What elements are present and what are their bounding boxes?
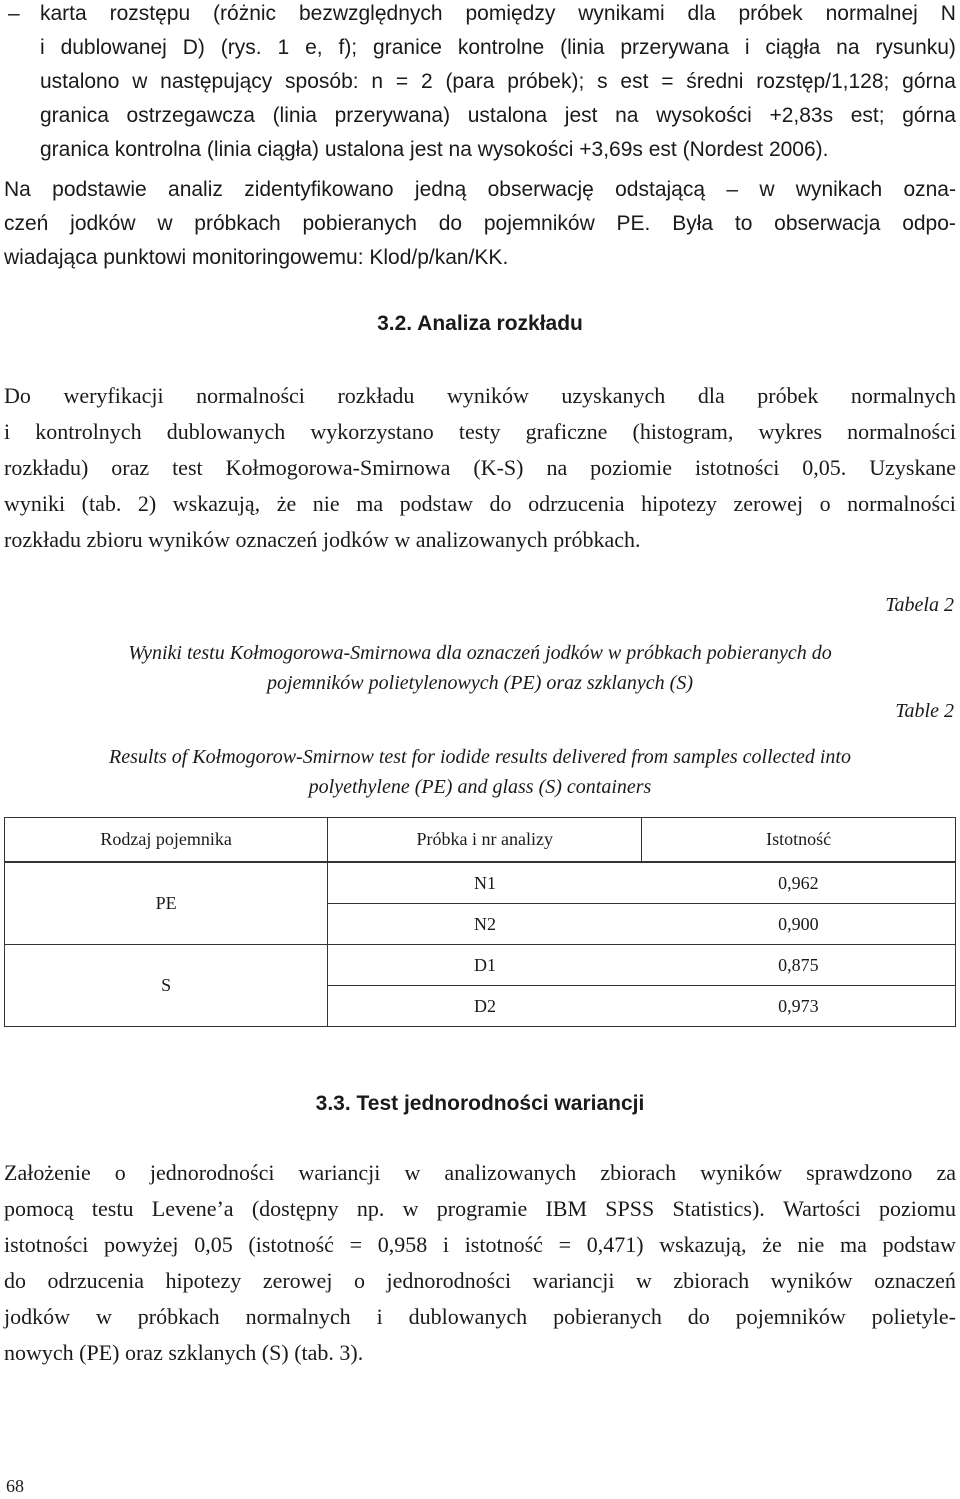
section-heading-3-2: 3.2. Analiza rozkładu: [377, 312, 583, 335]
significance-cell: 0,962: [642, 862, 956, 904]
text-line: czeń jodków w próbkach pobieranych do pojemników PE. Była to obserwacja odpo-: [4, 212, 956, 235]
text-line: i dublowanej D) (rys. 1 e, f); granice kontrolne (linia przerywana i ciągła na rysunku): [40, 36, 956, 59]
table-row: [5, 862, 956, 904]
container-cell: PE: [5, 862, 328, 945]
header-significance: Istotność: [642, 818, 956, 863]
table-caption-en-line-2: polyethylene (PE) and glass (S) containers: [308, 776, 652, 798]
results-table: [4, 817, 956, 1027]
table-label-pl: Tabela 2: [885, 594, 954, 616]
bullet-item: [4, 0, 956, 167]
table-caption-pl-line-2: pojemników polietylenowych (PE) oraz szklanych (S): [267, 672, 693, 694]
text-line: karta rozstępu (różnic bezwzględnych pomiędzy wynikami dla próbek normalnej N: [40, 2, 956, 25]
text-line: Do weryfikacji normalności rozkładu wyników uzyskanych dla próbek normalnych: [4, 383, 956, 408]
header-sample: Próbka i nr analizy: [328, 818, 642, 863]
text-line: jodków w próbkach normalnych i dublowanych pobieranych do pojemników polietyle-: [4, 1304, 956, 1329]
table-label-en: Table 2: [895, 700, 954, 722]
page-number: 68: [6, 1476, 24, 1496]
table-caption-en: [0, 742, 960, 802]
header-container-type: Rodzaj pojemnika: [5, 818, 328, 863]
text-line: do odrzucenia hipotezy zerowej o jednorodności wariancji w zbiorach wyników oznaczeń: [4, 1268, 956, 1293]
paragraph-outlier: [4, 173, 956, 275]
significance-cell: 0,875: [642, 945, 956, 986]
paragraph-distribution: [4, 378, 956, 558]
paragraph-variance: [4, 1155, 956, 1371]
text-line: ustalono w następujący sposób: n = 2 (para próbek); s est = średni rozstęp/1,128; górna: [40, 70, 956, 93]
table-row: [5, 945, 956, 986]
text-line: rozkładu) oraz test Kołmogorowa-Smirnowa (K-S) na poziomie istotności 0,05. Uzyskane: [4, 455, 956, 480]
container-cell: S: [5, 945, 328, 1027]
text-line: granica ostrzegawcza (linia przerywana) ustalona jest na wysokości +2,83s est; górna: [40, 104, 956, 127]
sample-cell: N2: [328, 904, 642, 945]
text-line: granica kontrolna (linia ciągła) ustalona jest na wysokości +3,69s est (Nordest 2006).: [40, 138, 829, 161]
table-caption-pl-line-1: Wyniki testu Kołmogorowa-Smirnowa dla oznaczeń jodków w próbkach pobieranych do: [128, 642, 832, 664]
text-line: nowych (PE) oraz szklanych (S) (tab. 3).: [4, 1340, 364, 1365]
significance-cell: 0,900: [642, 904, 956, 945]
sample-cell: D2: [328, 986, 642, 1027]
text-line: Założenie o jednorodności wariancji w analizowanych zbiorach wyników sprawdzono za: [4, 1160, 956, 1185]
text-line: pomocą testu Levene’a (dostępny np. w programie IBM SPSS Statistics). Wartości poziomu: [4, 1196, 956, 1221]
bullet-dash: –: [8, 2, 20, 25]
text-line: i kontrolnych dublowanych wykorzystano testy graficzne (histogram, wykres normalności: [4, 419, 956, 444]
table-caption-pl: [0, 638, 960, 698]
significance-cell: 0,973: [642, 986, 956, 1027]
text-line: wiadająca punktowi monitoringowemu: Klod/p/kan/KK.: [4, 246, 509, 269]
text-line: Na podstawie analiz zidentyfikowano jedną obserwację odstającą – w wynikach ozna-: [4, 178, 956, 201]
sample-cell: N1: [328, 862, 642, 904]
table-header-row: [5, 818, 956, 863]
text-line: rozkładu zbioru wyników oznaczeń jodków w analizowanych próbkach.: [4, 527, 641, 552]
bullet-text: [4, 0, 956, 167]
text-line: wyniki (tab. 2) wskazują, że nie ma podstaw do odrzucenia hipotezy zerowej o normalności: [4, 491, 956, 516]
sample-cell: D1: [328, 945, 642, 986]
table-caption-en-line-1: Results of Kołmogorow-Smirnow test for iodide results delivered from samples collected into: [109, 746, 851, 768]
section-heading-3-3: 3.3. Test jednorodności wariancji: [315, 1092, 645, 1115]
text-line: istotności powyżej 0,05 (istotność = 0,958 i istotność = 0,471) wskazują, że nie ma podstaw: [4, 1232, 956, 1257]
